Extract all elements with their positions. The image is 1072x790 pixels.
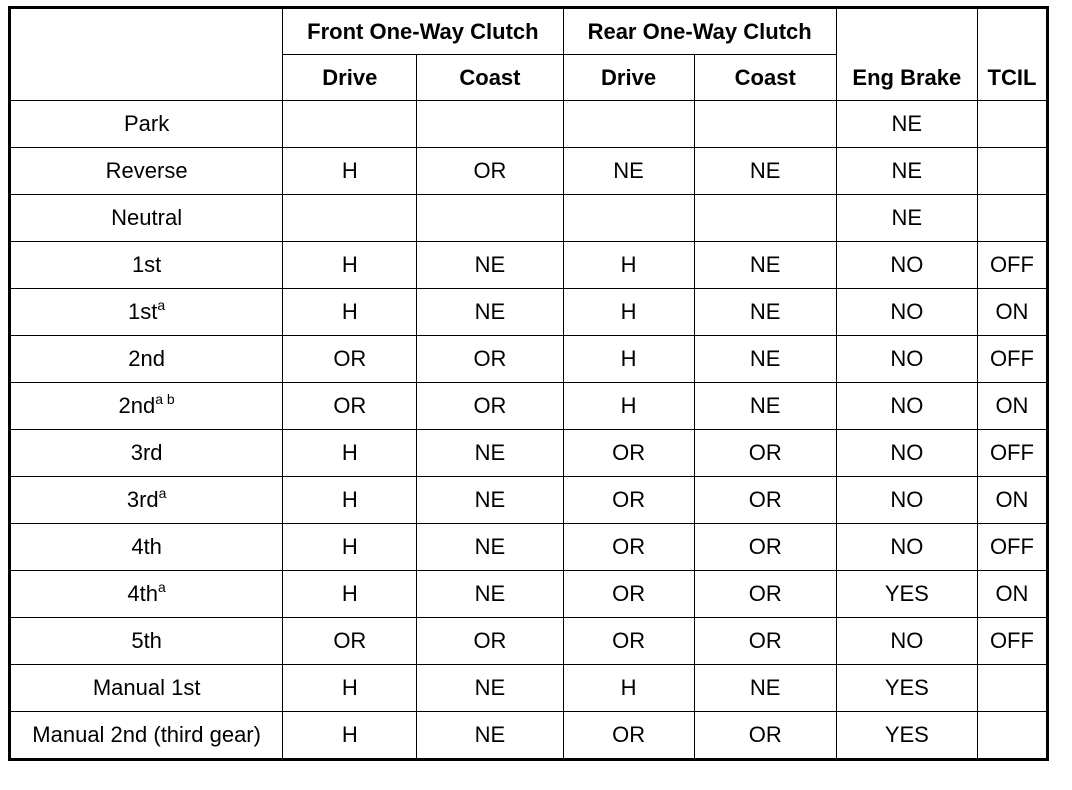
cell-front-drive: OR — [283, 618, 417, 665]
cell-eng-brake: NO — [836, 289, 977, 336]
cell-front-drive — [283, 101, 417, 148]
cell-tcil: OFF — [977, 618, 1047, 665]
cell-rear-drive: OR — [563, 571, 694, 618]
cell-rear-drive: OR — [563, 477, 694, 524]
cell-front-coast — [417, 195, 563, 242]
row-label — [10, 242, 283, 289]
cell-rear-drive: H — [563, 336, 694, 383]
cell-rear-coast: NE — [694, 336, 836, 383]
cell-rear-drive — [563, 101, 694, 148]
cell-rear-coast: OR — [694, 524, 836, 571]
cell-rear-coast: NE — [694, 383, 836, 430]
footnote-marker: a b — [155, 391, 175, 407]
cell-front-drive: H — [283, 477, 417, 524]
header-rear-coast: Coast — [694, 55, 836, 101]
row-label — [10, 524, 283, 571]
cell-eng-brake: YES — [836, 712, 977, 760]
cell-tcil — [977, 665, 1047, 712]
cell-front-coast: OR — [417, 336, 563, 383]
table-row — [10, 242, 1048, 289]
table-row — [10, 430, 1048, 477]
row-label-text: 2nd — [118, 393, 156, 418]
cell-front-drive: H — [283, 242, 417, 289]
cell-eng-brake: NO — [836, 618, 977, 665]
cell-tcil: ON — [977, 477, 1047, 524]
header-rear-drive: Drive — [563, 55, 694, 101]
table-row — [10, 524, 1048, 571]
table-row — [10, 148, 1048, 195]
cell-rear-coast: NE — [694, 242, 836, 289]
cell-rear-coast: OR — [694, 430, 836, 477]
cell-rear-coast: OR — [694, 571, 836, 618]
cell-eng-brake: NO — [836, 336, 977, 383]
row-label — [10, 148, 283, 195]
row-label — [10, 712, 283, 760]
cell-tcil — [977, 712, 1047, 760]
table-body — [10, 101, 1048, 760]
cell-tcil: ON — [977, 383, 1047, 430]
row-label — [10, 571, 283, 618]
row-label-text: 3rd — [130, 440, 163, 465]
cell-rear-drive: H — [563, 383, 694, 430]
row-label-text: 1st — [128, 299, 158, 324]
cell-tcil — [977, 101, 1047, 148]
row-label-text: 4th — [131, 534, 162, 559]
footnote-marker: a — [158, 485, 167, 501]
cell-rear-drive: H — [563, 289, 694, 336]
cell-rear-drive: OR — [563, 430, 694, 477]
table-row — [10, 712, 1048, 760]
cell-front-coast — [417, 101, 563, 148]
cell-front-drive: H — [283, 289, 417, 336]
table-row — [10, 477, 1048, 524]
cell-rear-drive: H — [563, 242, 694, 289]
row-label — [10, 430, 283, 477]
cell-front-coast: NE — [417, 430, 563, 477]
cell-front-drive — [283, 195, 417, 242]
cell-front-drive: OR — [283, 383, 417, 430]
cell-rear-coast: OR — [694, 618, 836, 665]
row-label-text: 1st — [131, 252, 162, 277]
table-row — [10, 665, 1048, 712]
cell-rear-drive: OR — [563, 618, 694, 665]
row-label-text: Manual 1st — [92, 675, 201, 700]
cell-rear-drive: H — [563, 665, 694, 712]
cell-eng-brake: NO — [836, 383, 977, 430]
cell-rear-coast: OR — [694, 477, 836, 524]
cell-eng-brake: YES — [836, 665, 977, 712]
footnote-marker: a — [157, 297, 166, 313]
cell-rear-coast — [694, 195, 836, 242]
header-front-coast: Coast — [417, 55, 563, 101]
row-label — [10, 665, 283, 712]
row-label-text: 4th — [127, 581, 159, 606]
cell-front-drive: H — [283, 524, 417, 571]
row-label-text: 3rd — [126, 487, 159, 512]
cell-front-coast: NE — [417, 712, 563, 760]
cell-tcil: OFF — [977, 242, 1047, 289]
cell-rear-drive: OR — [563, 712, 694, 760]
footnote-marker: a — [158, 579, 166, 595]
cell-front-coast: NE — [417, 665, 563, 712]
cell-front-drive: H — [283, 665, 417, 712]
cell-eng-brake: NO — [836, 524, 977, 571]
row-label — [10, 383, 283, 430]
cell-tcil: OFF — [977, 524, 1047, 571]
cell-front-drive: H — [283, 571, 417, 618]
table-row — [10, 618, 1048, 665]
cell-front-drive: H — [283, 712, 417, 760]
cell-eng-brake: NE — [836, 195, 977, 242]
cell-eng-brake: NO — [836, 430, 977, 477]
header-rear-one-way-clutch: Rear One-Way Clutch — [563, 8, 836, 55]
cell-rear-drive: NE — [563, 148, 694, 195]
row-label-text: Neutral — [111, 205, 183, 230]
row-label — [10, 618, 283, 665]
table-row — [10, 289, 1048, 336]
cell-eng-brake: YES — [836, 571, 977, 618]
table-row — [10, 195, 1048, 242]
cell-rear-coast: NE — [694, 148, 836, 195]
cell-rear-coast: OR — [694, 712, 836, 760]
row-label — [10, 336, 283, 383]
header-corner-cell — [10, 8, 283, 101]
table-row — [10, 571, 1048, 618]
cell-rear-drive: OR — [563, 524, 694, 571]
header-tcil: TCIL — [977, 8, 1047, 101]
cell-rear-coast — [694, 101, 836, 148]
row-label-text: Manual 2nd (third gear) — [32, 722, 261, 747]
row-label-text: Reverse — [105, 158, 188, 183]
cell-front-coast: NE — [417, 242, 563, 289]
row-label — [10, 195, 283, 242]
row-label-text: 2nd — [128, 346, 165, 371]
cell-eng-brake: NO — [836, 242, 977, 289]
cell-front-coast: NE — [417, 571, 563, 618]
cell-rear-coast: NE — [694, 289, 836, 336]
cell-front-coast: OR — [417, 148, 563, 195]
cell-tcil — [977, 195, 1047, 242]
cell-front-drive: OR — [283, 336, 417, 383]
cell-eng-brake: NE — [836, 148, 977, 195]
header-front-one-way-clutch: Front One-Way Clutch — [283, 8, 563, 55]
cell-front-coast: OR — [417, 383, 563, 430]
cell-rear-coast: NE — [694, 665, 836, 712]
table-row — [10, 101, 1048, 148]
header-row-groups — [10, 8, 1048, 55]
cell-front-coast: NE — [417, 477, 563, 524]
table-row — [10, 336, 1048, 383]
table-row — [10, 383, 1048, 430]
row-label-text: Park — [124, 111, 170, 136]
row-label — [10, 477, 283, 524]
cell-tcil: OFF — [977, 336, 1047, 383]
cell-eng-brake: NO — [836, 477, 977, 524]
cell-eng-brake: NE — [836, 101, 977, 148]
cell-rear-drive — [563, 195, 694, 242]
row-label — [10, 101, 283, 148]
cell-tcil: ON — [977, 571, 1047, 618]
table-header — [10, 8, 1048, 101]
cell-front-coast: OR — [417, 618, 563, 665]
cell-tcil: ON — [977, 289, 1047, 336]
cell-front-drive: H — [283, 148, 417, 195]
header-eng-brake: Eng Brake — [836, 8, 977, 101]
clutch-application-table — [8, 6, 1049, 761]
header-front-drive: Drive — [283, 55, 417, 101]
cell-tcil — [977, 148, 1047, 195]
row-label-text: 5th — [131, 628, 162, 653]
cell-front-drive: H — [283, 430, 417, 477]
row-label — [10, 289, 283, 336]
cell-front-coast: NE — [417, 289, 563, 336]
cell-tcil: OFF — [977, 430, 1047, 477]
cell-front-coast: NE — [417, 524, 563, 571]
